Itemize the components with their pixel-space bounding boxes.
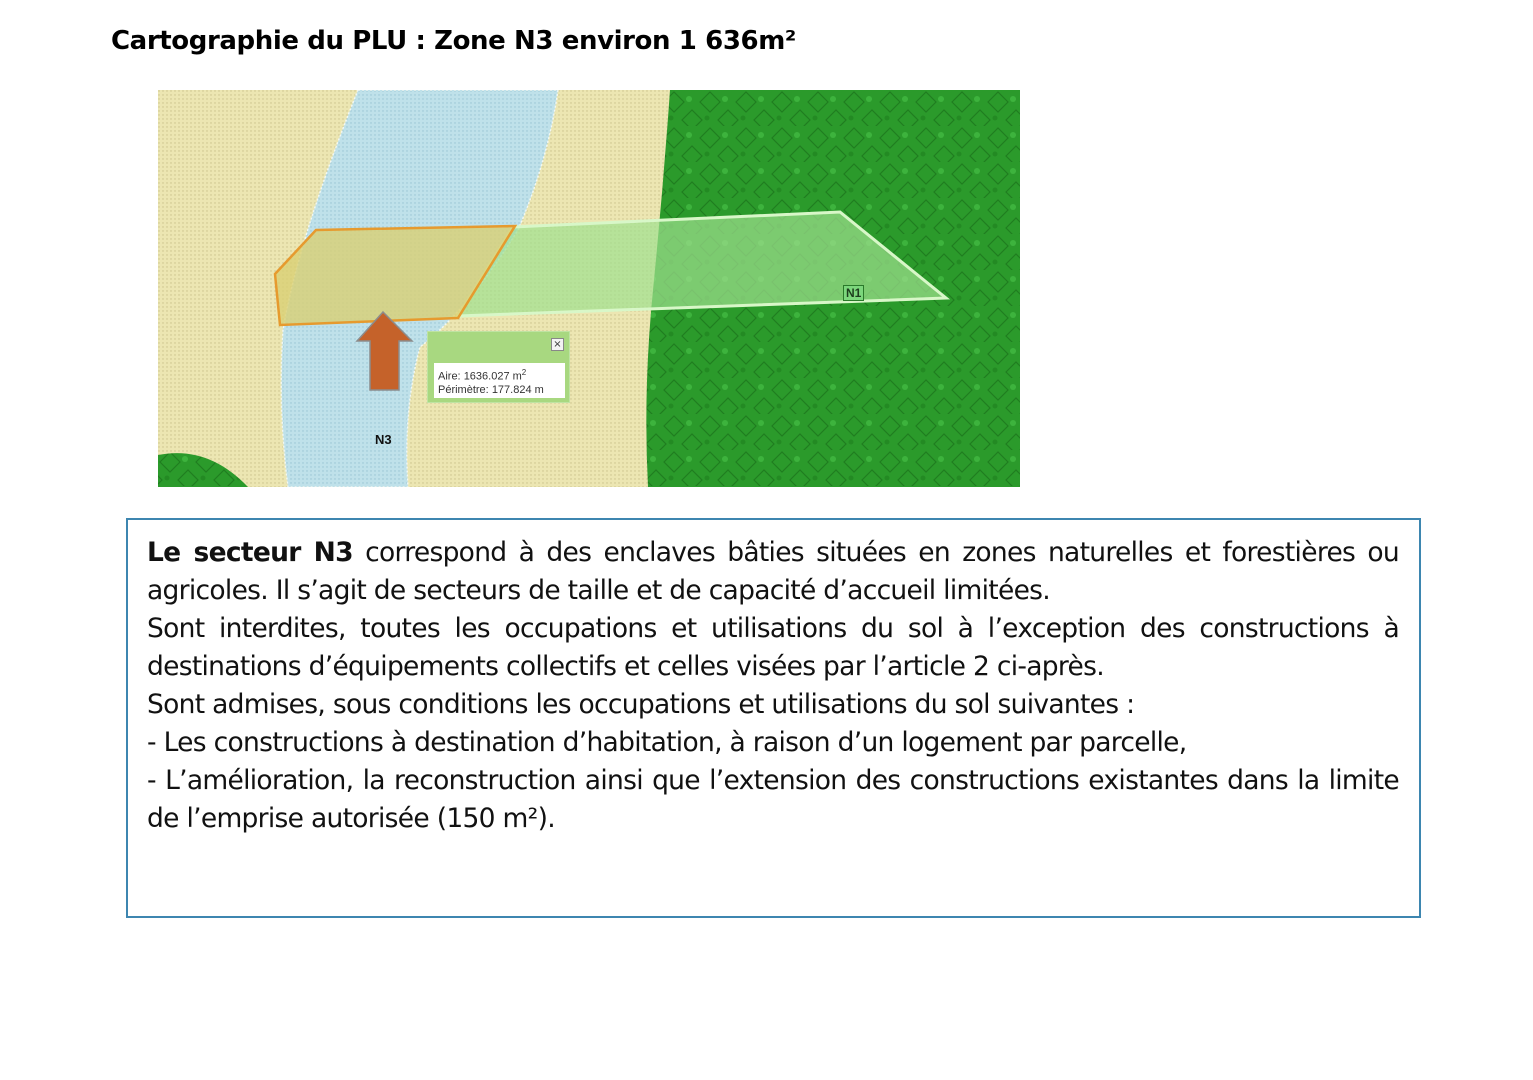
map-canvas [158,90,1020,487]
description-paragraph-3: Sont admises, sous conditions les occupations et utilisations du sol suivantes : [147,689,1135,720]
area-value: 1636.027 m [463,370,522,383]
description-item-2: - L’amélioration, la reconstruction ainsi que l’extension des constructions existantes dans la limite de l’emprise autorisée (150 m²). [147,765,1399,834]
area-row [438,366,565,384]
perimeter-label: Périmètre: [438,383,489,396]
perimeter-value: 177.824 m [491,383,544,396]
description-paragraph-2: Sont interdites, toutes les occupations et utilisations du sol à l’exception des constructions à destinations d’équipements collectifs et celles visées par l’article 2 ci-après. [147,613,1399,682]
perimeter-row [438,384,565,397]
measure-results [434,363,565,398]
area-label: Aire: [438,370,461,383]
description-lead-rest: correspond à des enclaves bâties situées en zones naturelles et forestières ou agricoles. Il s’agit de secteurs de taille et de capacité d’accueil limitées. [147,537,1399,606]
close-icon[interactable]: × [551,338,564,351]
measure-popup [427,331,570,403]
page-title: Cartographie du PLU : Zone N3 environ 1 636m² [111,26,796,56]
description-lead: Le secteur N3 [147,537,353,568]
area-exponent: 2 [521,368,527,377]
zone-label-n1: N1 [843,285,864,301]
description-item-1: - Les constructions à destination d’habitation, à raison d’un logement par parcelle, [147,727,1187,758]
zone-description-box [126,518,1421,918]
zone-label-n3: N3 [375,432,392,447]
description-paragraph-1 [147,534,1399,610]
plu-map[interactable] [158,90,1020,487]
